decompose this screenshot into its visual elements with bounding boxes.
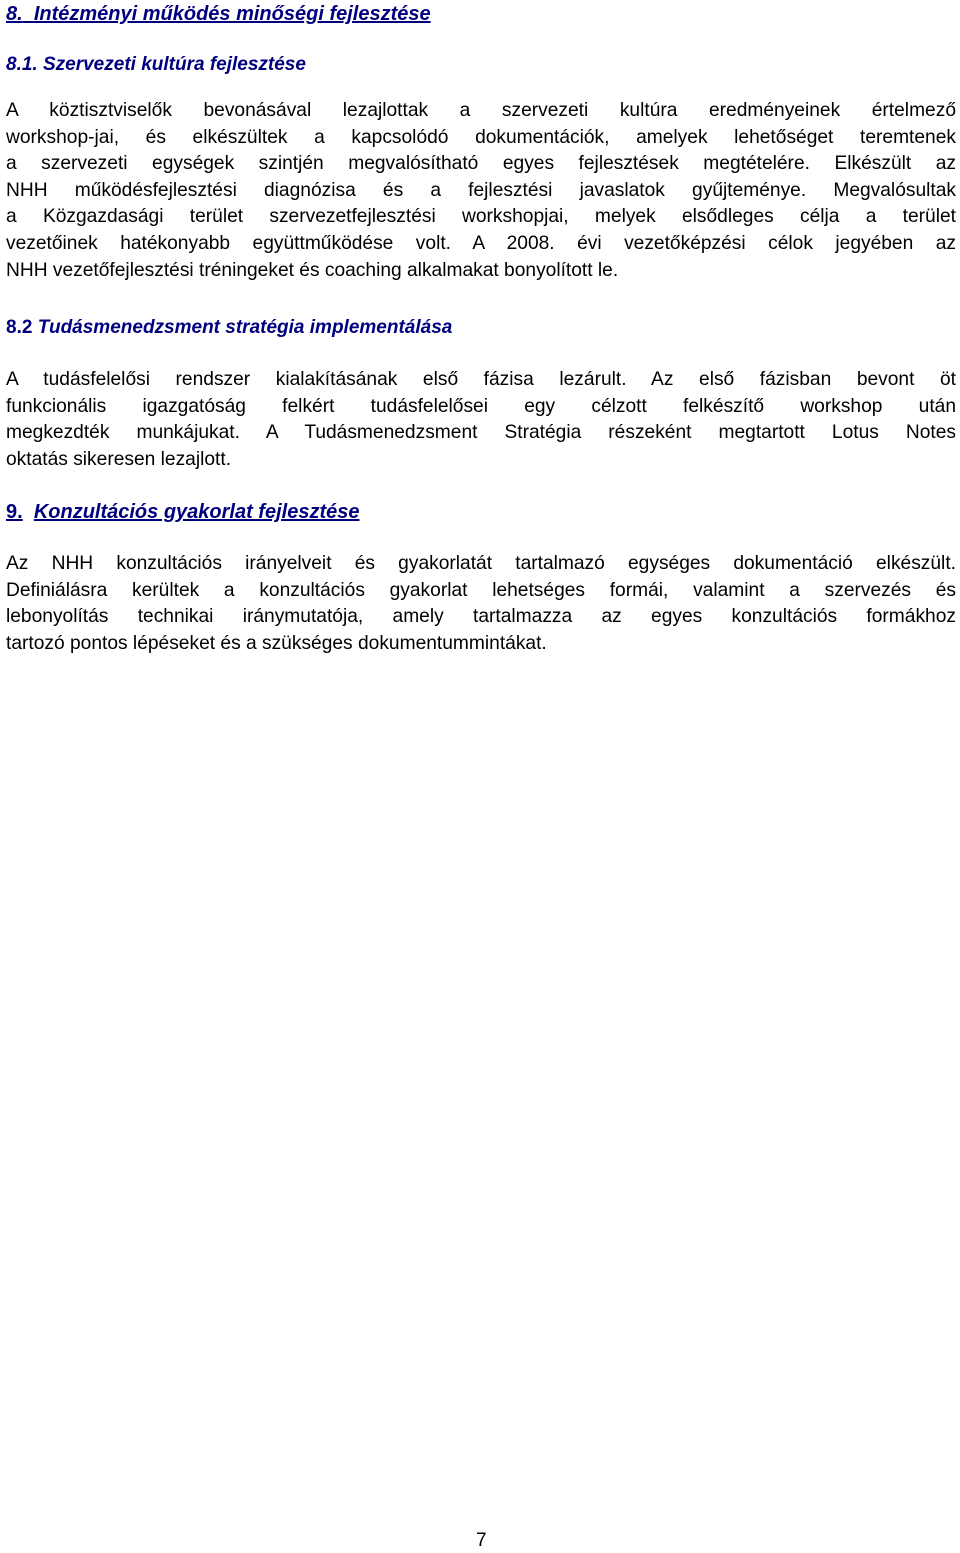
- paragraph-line: lebonyolítás technikai iránymutatója, amely tartalmazza az egyes konzultációs formákhoz: [6, 606, 956, 628]
- paragraph-line: funkcionális igazgatóság felkért tudásfelelősei egy célzott felkészítő workshop után: [6, 395, 956, 417]
- paragraph-line: megkezdték munkájukat. A Tudásmenedzsment Stratégia részeként megtartott Lotus Notes: [6, 422, 956, 444]
- section-8-1-number: 8.1.: [6, 54, 38, 75]
- paragraph-line: A köztisztviselők bevonásával lezajlottak a szervezeti kultúra eredményeinek értelmező: [6, 100, 956, 121]
- section-9-title: Konzultációs gyakorlat fejlesztése: [33, 501, 360, 523]
- section-9-number: 9.: [6, 501, 23, 523]
- page-number: 7: [476, 1530, 487, 1551]
- paragraph-line: Az NHH konzultációs irányelveit és gyakorlatát tartalmazó egységes dokumentáció elkészült.: [6, 553, 956, 574]
- section-8-1-title: Szervezeti kultúra fejlesztése: [42, 54, 306, 75]
- document-page: [6, 0, 956, 1553]
- paragraph-line: A tudásfelelősi rendszer kialakításának első fázisa lezárult. Az első fázisban bevont öt: [6, 369, 956, 390]
- paragraph-line: workshop-jai, és elkészültek a kapcsolódó dokumentációk, amelyek lehetőséget teremtenek: [6, 126, 956, 148]
- section-8-2-number: 8.2: [6, 317, 33, 338]
- paragraph-line: a Közgazdasági terület szervezetfejlesztési workshopjai, melyek elsődleges célja a terület: [6, 206, 956, 228]
- section-8-heading: [6, 2, 431, 26]
- paragraph-line: oktatás sikeresen lezajlott.: [6, 448, 232, 470]
- paragraph-line: Definiálásra kerültek a konzultációs gyakorlat lehetséges formái, valamint a szervezés és: [6, 579, 956, 601]
- section-8-2-title: Tudásmenedzsment stratégia implementálása: [37, 317, 453, 338]
- paragraph-line: a szervezeti egységek szintjén megvalósítható egyes fejlesztések megtételére. Elkészült az: [6, 153, 956, 175]
- section-8-1-paragraph: [6, 98, 956, 284]
- section-8-title: Intézményi működés minőségi fejlesztése: [33, 3, 431, 25]
- section-8-2-paragraph: [6, 367, 956, 473]
- paragraph-line: NHH vezetőfejlesztési tréningeket és coaching alkalmakat bonyolított le.: [6, 259, 619, 281]
- section-9-paragraph: [6, 551, 956, 657]
- paragraph-line: vezetőinek hatékonyabb együttműködése volt. A 2008. évi vezetőképzési célok jegyében az: [6, 232, 956, 254]
- paragraph-line: tartozó pontos lépéseket és a szükséges dokumentummintákat.: [6, 632, 547, 654]
- section-8-1-heading: [6, 53, 306, 77]
- paragraph-line: NHH működésfejlesztési diagnózisa és a fejlesztési javaslatok gyűjteménye. Megvalósultak: [6, 179, 956, 201]
- section-8-2-heading: [6, 316, 452, 340]
- section-8-number: 8.: [6, 3, 23, 25]
- section-9-heading: [6, 500, 359, 524]
